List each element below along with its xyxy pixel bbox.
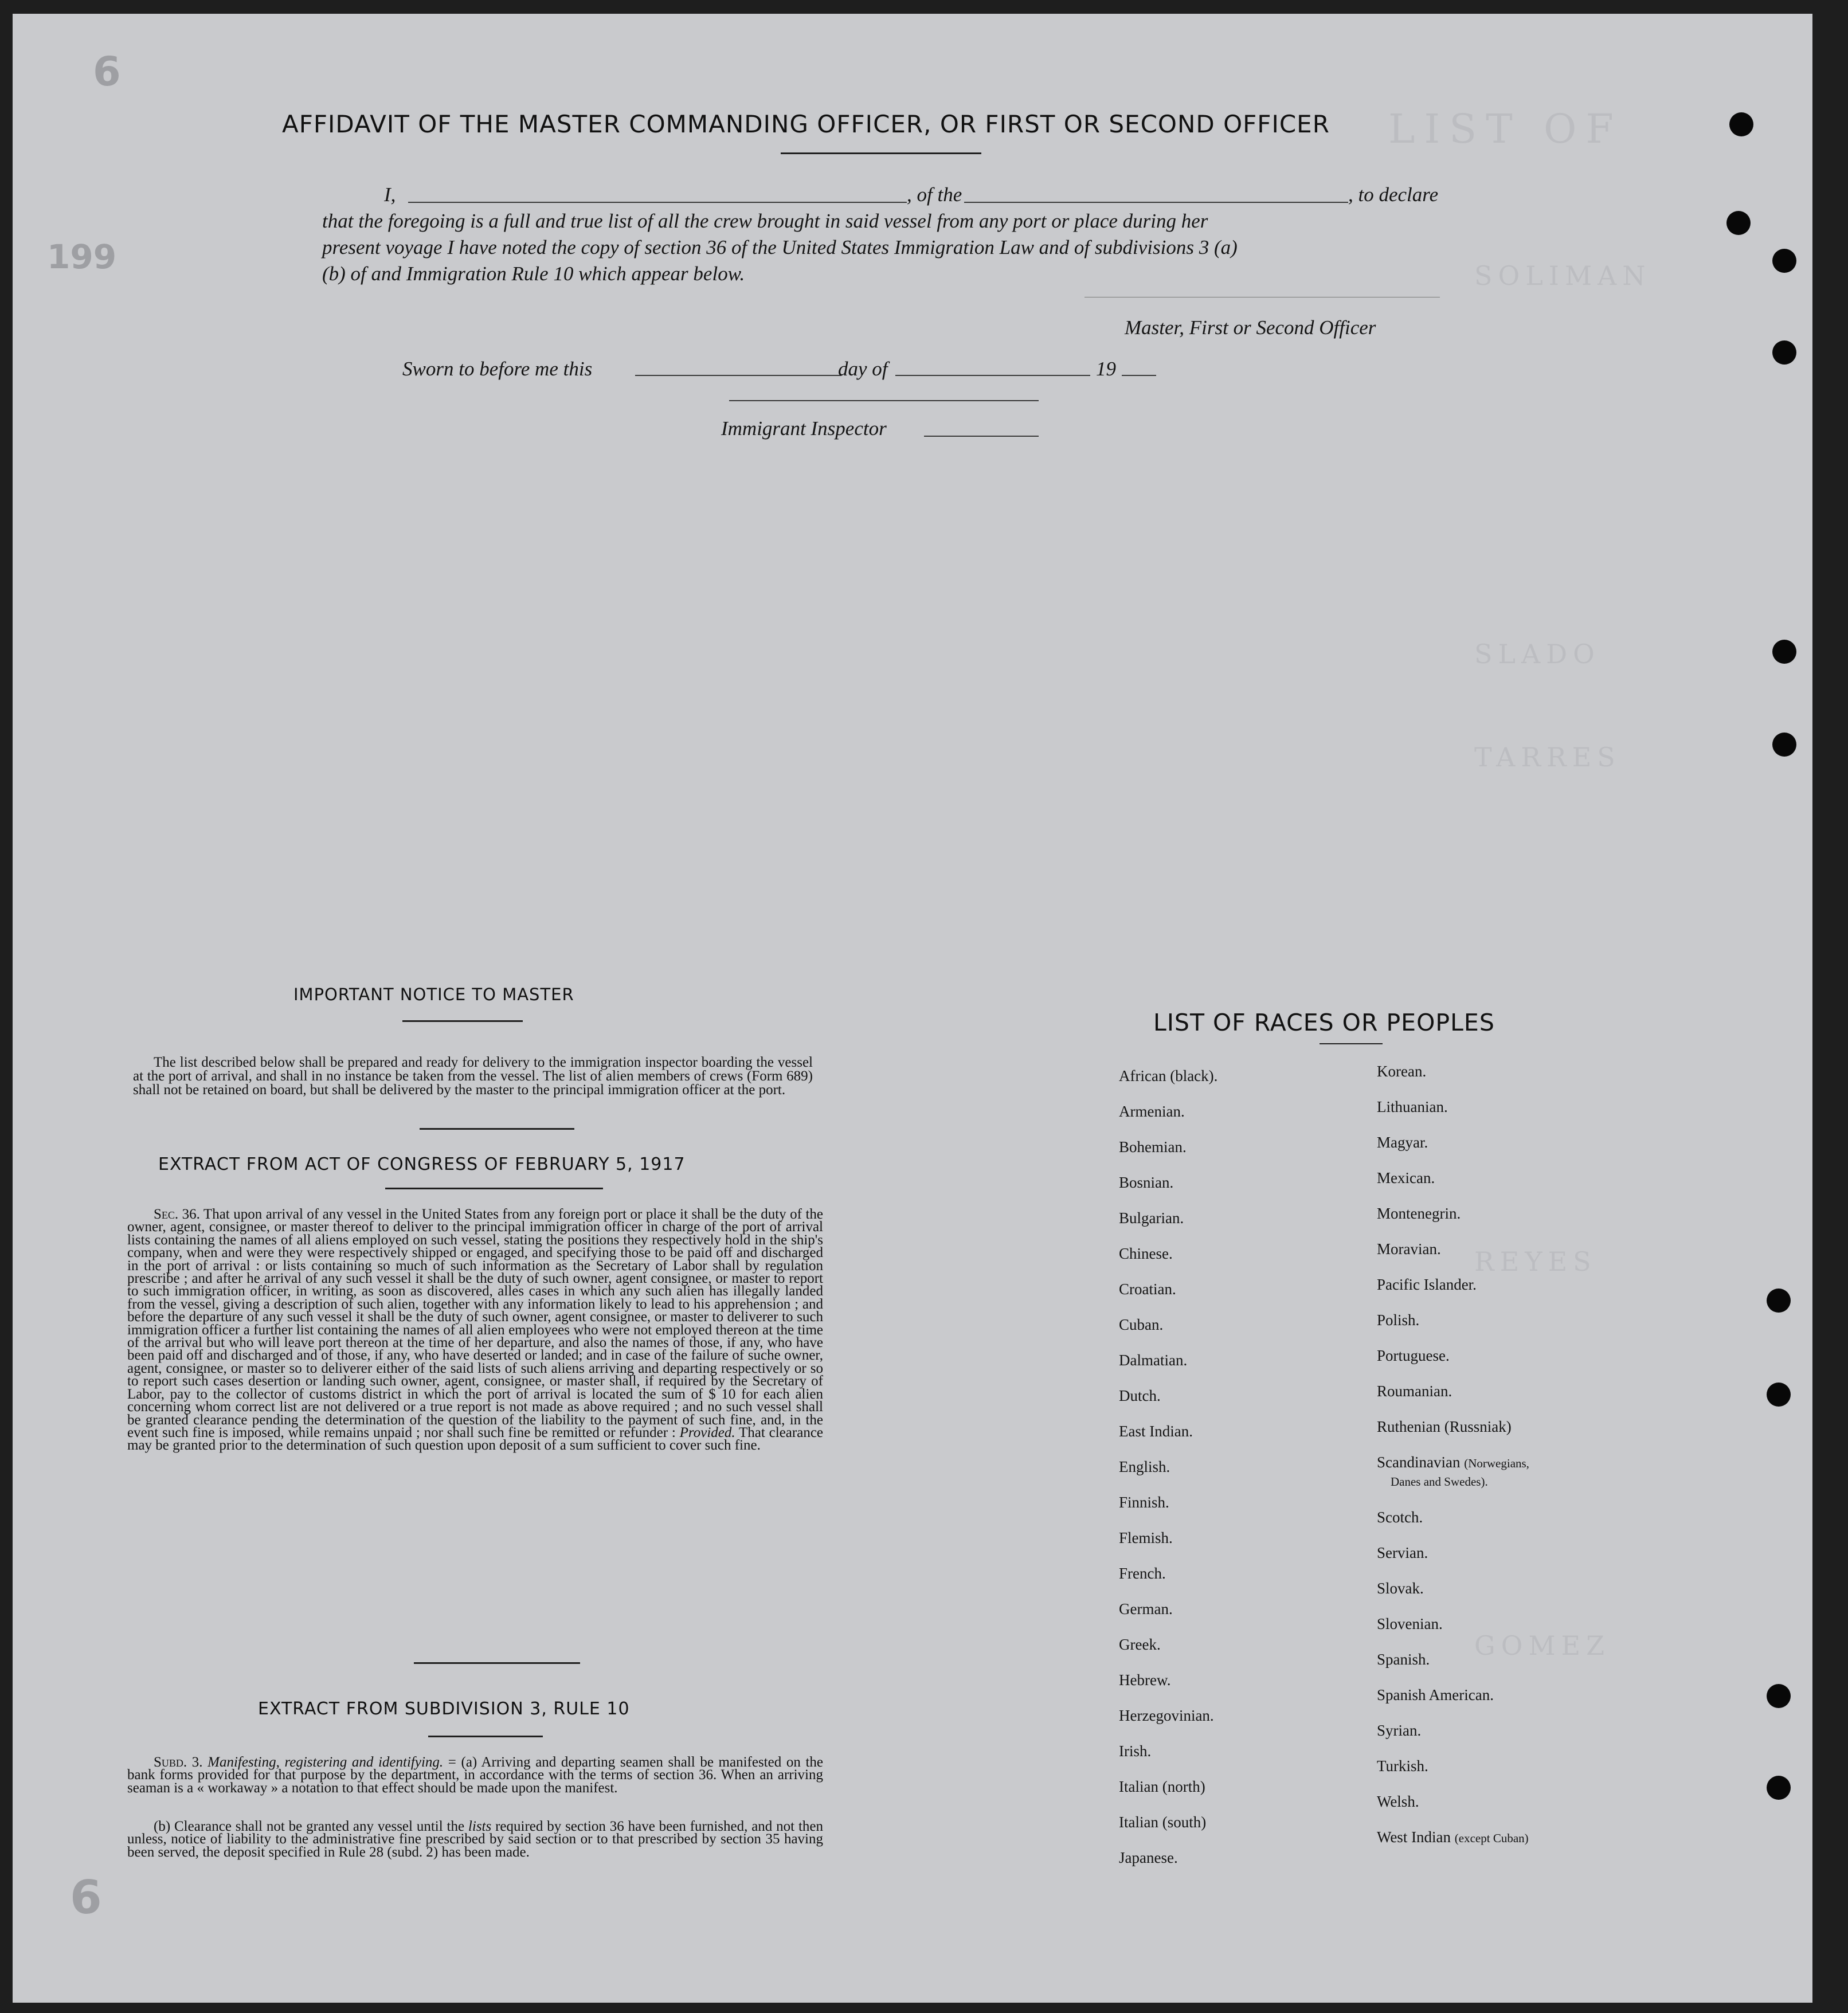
race-item: Roumanian. (1377, 1383, 1452, 1400)
race-item (1377, 1828, 1529, 1864)
affidavit-line: (b) of and Immigration Rule 10 which appear below. (322, 263, 745, 285)
race-item: Dutch. (1119, 1387, 1161, 1404)
bleed-through-text: SLADO (1474, 639, 1600, 669)
race-item: Cuban. (1119, 1316, 1164, 1333)
rule-subdivision-b (127, 1820, 823, 1859)
act-section-36 (127, 1208, 823, 1452)
punch-hole (1767, 1684, 1791, 1708)
act-title: EXTRACT FROM ACT OF CONGRESS OF FEBRUARY 5, 1917 (158, 1154, 686, 1174)
race-item: Irish. (1119, 1742, 1152, 1760)
race-item: Syrian. (1377, 1722, 1422, 1739)
race-item (1377, 1454, 1529, 1509)
rule-subd-heading: Manifesting, registering and identifying. (207, 1754, 444, 1770)
race-item: Hebrew. (1119, 1671, 1171, 1689)
punch-hole (1726, 211, 1751, 235)
act-section-text-end: That clearance may be granted prior to the determination of such question upon deposit of a sum sufficient to cover such fine. (127, 1424, 824, 1454)
act-provided: Provided. (679, 1424, 735, 1440)
punch-hole (1729, 112, 1753, 136)
act-underline (385, 1188, 603, 1189)
punch-hole (1772, 733, 1796, 757)
rule-subd-label: Subd. 3. (154, 1754, 203, 1770)
race-item: English. (1119, 1458, 1170, 1475)
race-item: Lithuanian. (1377, 1098, 1448, 1115)
race-item: Japanese. (1119, 1849, 1178, 1866)
race-note: (Norwegians, (1464, 1456, 1529, 1470)
race-item: Polish. (1377, 1311, 1420, 1329)
race-item: Bohemian. (1119, 1138, 1187, 1156)
rule-text-b1: (b) Clearance shall not be granted any vessel until the (154, 1819, 465, 1834)
act-section-label: Sec. 36. (154, 1207, 200, 1222)
race-item: Turkish. (1377, 1757, 1428, 1775)
document-page (13, 14, 1812, 2003)
name-blank (408, 202, 907, 203)
margin-number: 199 (47, 237, 117, 276)
race-item: Italian (north) (1119, 1778, 1205, 1795)
race-item: Bulgarian. (1119, 1209, 1184, 1227)
race-item: Croatian. (1119, 1280, 1176, 1298)
race-item: Pacific Islander. (1377, 1276, 1477, 1293)
affidavit-title: AFFIDAVIT OF THE MASTER COMMANDING OFFICER, OR FIRST OR SECOND OFFICER (282, 110, 1330, 138)
rule-text-lists: lists (468, 1819, 492, 1834)
race-item: Moravian. (1377, 1240, 1441, 1258)
notice-underline (402, 1020, 523, 1022)
rule-underline (428, 1736, 543, 1737)
race-item: Finnish. (1119, 1494, 1169, 1511)
day-blank (635, 375, 841, 376)
bleed-through-text: LIST OF (1388, 105, 1623, 152)
affidavit-of-the: , of the (907, 183, 962, 206)
race-item: Flemish. (1119, 1529, 1173, 1546)
race-item: German. (1119, 1600, 1173, 1618)
vessel-blank (964, 202, 1348, 203)
race-item: East Indian. (1119, 1423, 1193, 1440)
act-section-text: That upon arrival of any vessel in the United States from any foreign port or place it shall be the duty of the owner, agent, consignee, or master thereof to deliver to the principal immigration officer in charge of the port of arrival lists containing the names of all aliens employed on such vessel, stating the positions they respectively hold in the ship's company, when and were they were respectively shipped or engaged, and specifying those to be paid off and discharged in the port of arrival : or lists containing so much of such information as the Secretary of Labor shall by regulation prescribe ; and after he arrival of any such vessel it shall be the duty of such owner, agent consignee, or master to report to such immigration officer, in writing, as soon as discovered, alles cases in which any such alien has illegally landed from the vessel, giving a description of such alien, together with any information likely to lead to his apprehension ; and before the departure of any such vessel it shall be the duty of such owner, agent consignee, or master to deliverer to such immigration officer a further list containing the names of all alien employees who were not employed thereon at the time of the arrival but who will leave port thereon at the time of her departure, and also the names of those, if any, who have been paid off and discharged and of those, if any, who have deserted or landed; and in case of the failure of suche owner, agent, consignee, or master so to deliverer either of the said lists of such aliens arriving and departing respectively or so to report such cases desertion or landing such owner, agent, consignee, or master shall, if required by the Secretary of Labor, pay to the collector of customs district in which the port of arrival is located the sum of $ 10 for each alien concerning whom correct list are not delivered or a true report is not made as above required ; and no such vessel shall be granted clearance pending the determination of the question of the liability to the payment of such fine, and, in the event such fine is imposed, while remains unpaid ; nor shall such fine be remitted or refunder : (127, 1207, 823, 1440)
races-underline (1320, 1043, 1383, 1044)
day-of-text: day of (838, 358, 888, 380)
inspector-signature-line (729, 400, 1039, 401)
sworn-text: Sworn to before me this (402, 358, 593, 380)
affidavit-line: present voyage I have noted the copy of section 36 of the United States Immigration Law and of subdivisions 3 (a) (322, 236, 1238, 259)
race-item: Slovak. (1377, 1580, 1424, 1597)
corner-number: 6 (70, 1871, 102, 1924)
bleed-through-text: SOLIMAN (1474, 260, 1651, 291)
punch-hole (1772, 249, 1796, 273)
race-item: Bosnian. (1119, 1174, 1174, 1191)
race-item: Mexican. (1377, 1169, 1435, 1186)
race-item: Armenian. (1119, 1103, 1185, 1120)
race-item: Chinese. (1119, 1245, 1173, 1262)
race-item: Slovenian. (1377, 1615, 1443, 1632)
bleed-through-text: REYES (1474, 1246, 1597, 1277)
race-item: Spanish. (1377, 1651, 1430, 1668)
corner-number: 6 (93, 48, 121, 95)
race-item: Herzegovinian. (1119, 1707, 1214, 1724)
title-underline (781, 152, 981, 154)
punch-hole (1767, 1289, 1791, 1313)
punch-hole (1767, 1383, 1791, 1407)
bleed-through-text: TARRES (1474, 742, 1621, 773)
punch-hole (1772, 340, 1796, 365)
race-note: (except Cuban) (1454, 1831, 1529, 1845)
notice-title: IMPORTANT NOTICE TO MASTER (293, 985, 574, 1004)
race-name: West Indian (1377, 1828, 1451, 1846)
rule-text-b2: required by section 36 have been furnished, and not then unless, notice of liability to the administrative fine prescribed by said section or to that prescribed by section 35 having been served, the deposit specified in Rule 28 (subd. 2) has been made. (127, 1819, 824, 1860)
race-item: Scotch. (1377, 1509, 1423, 1526)
race-item: Ruthenian (Russniak) (1377, 1418, 1512, 1435)
act-divider (414, 1662, 580, 1664)
race-item: Italian (south) (1119, 1814, 1207, 1831)
notice-text: The list described below shall be prepared and ready for delivery to the immigration inspector boarding the vessel at the port of arrival, and shall in no instance be taken from the vessel. The list of alien members of crews (Form 689) shall not be retained on board, but shall be delivered by the master to the principal immigration officer at the port. (133, 1055, 813, 1098)
month-blank (895, 375, 1090, 376)
punch-hole (1767, 1776, 1791, 1800)
races-title: LIST OF RACES OR PEOPLES (1153, 1009, 1495, 1036)
race-note: Danes and Swedes). (1391, 1475, 1488, 1489)
year-prefix: 19 (1096, 358, 1116, 380)
race-item: French. (1119, 1565, 1166, 1582)
race-item: Portuguese. (1377, 1347, 1450, 1364)
race-item: Magyar. (1377, 1134, 1428, 1151)
races-column-1 (1119, 1067, 1217, 1885)
race-item: African (black). (1119, 1067, 1218, 1084)
notice-divider (420, 1128, 574, 1130)
race-item: Spanish American. (1377, 1686, 1494, 1703)
affidavit-line: that the foregoing is a full and true list of all the crew brought in said vessel from any port or place during her (322, 210, 1208, 232)
bleed-through-text: GOMEZ (1474, 1630, 1611, 1661)
race-item: Dalmatian. (1119, 1352, 1188, 1369)
race-item: Greek. (1119, 1636, 1161, 1653)
affidavit-i: I, (384, 183, 396, 206)
signature-label: Master, First or Second Officer (1125, 316, 1376, 339)
rule-text-a: = (a) Arriving and departing seamen shall be manifested on the bank forms provided for that purpose by the department, in accordance with the terms of section 36. When an arriving seaman is a « workaway » a notation to that effect should be made upon the manifest. (127, 1754, 823, 1796)
race-item: Welsh. (1377, 1793, 1419, 1810)
year-blank (1122, 375, 1156, 376)
race-item: Montenegrin. (1377, 1205, 1461, 1222)
inspector-blank (924, 436, 1039, 437)
races-column-2 (1377, 1063, 1529, 1864)
rule-title: EXTRACT FROM SUBDIVISION 3, RULE 10 (258, 1699, 630, 1719)
inspector-label: Immigrant Inspector (721, 417, 887, 440)
race-item: Servian. (1377, 1544, 1428, 1561)
affidavit-declare: , to declare (1348, 183, 1439, 206)
rule-subdivision-3 (127, 1756, 823, 1795)
race-name: Scandinavian (1377, 1454, 1461, 1471)
race-item: Korean. (1377, 1063, 1427, 1080)
punch-hole (1772, 640, 1796, 664)
